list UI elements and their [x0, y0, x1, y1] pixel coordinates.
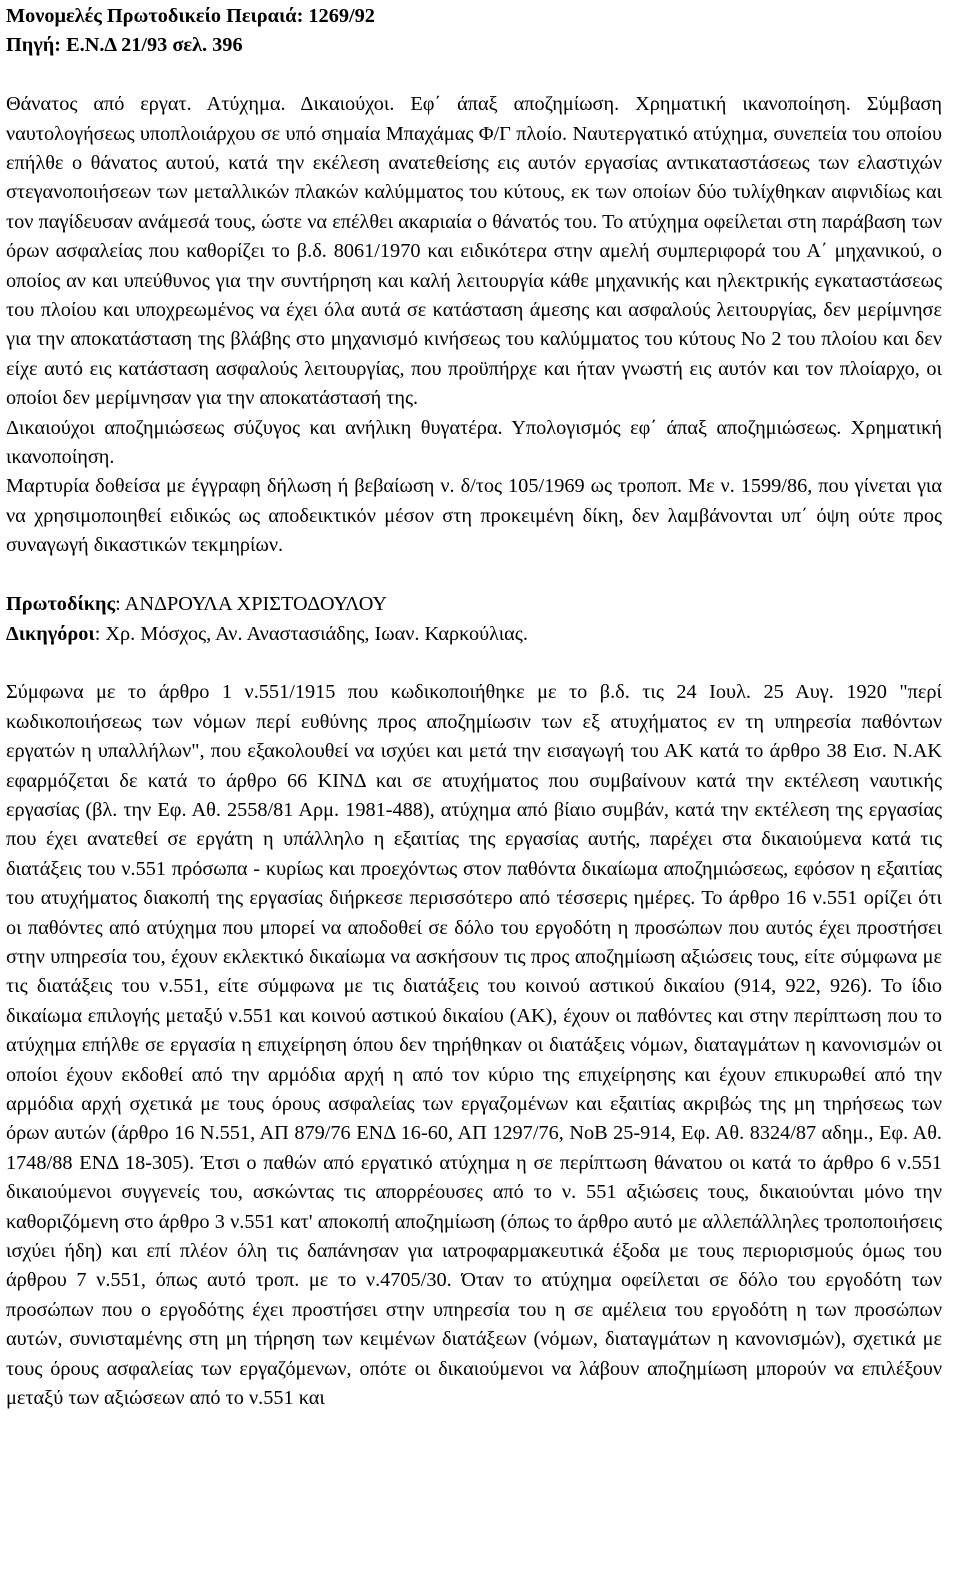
- judge-name: : ΑΝΔΡΟΥΛΑ ΧΡΙΣΤΟΔΟΥΛΟΥ: [115, 593, 387, 616]
- lawyers-label: Δικηγόροι: [6, 622, 95, 645]
- lawyers-line: [6, 620, 942, 649]
- judge-label: Πρωτοδίκης: [6, 593, 116, 616]
- spacer: [6, 561, 942, 590]
- spacer: [6, 61, 942, 90]
- lawyers-names: : Χρ. Μόσχος, Αν. Αναστασιάδης, Ιωαν. Καρκούλιας.: [94, 622, 528, 645]
- source-reference: Πηγή: Ε.Ν.Δ 21/93 σελ. 396: [6, 34, 243, 57]
- summary-paragraph-evidence: Μαρτυρία δοθείσα με έγγραφη δήλωση ή βεβαίωση ν. δ/τος 105/1969 ως τροποπ. Με ν. 1599/86, που γίνεται για να χρησιμοποιηθεί ειδικώς ως αποδεικτικόν μέσον στη προκειμένη δίκη, δεν λαμβάνονται υπ΄ όψη ούτε προς συναγωγή δικαστικών τεκμηρίων.: [6, 475, 942, 557]
- court-decision-title: Μονομελές Πρωτοδικείο Πειραιά: 1269/92: [6, 5, 375, 27]
- body-paragraph: Σύμφωνα με το άρθρο 1 ν.551/1915 που κωδικοποιήθηκε με το β.δ. τις 24 Ιουλ. 25 Αυγ. 1920 "περί κωδικοποιήσεως των νόμων περί ευθύνης προς αποζημίωσιν των εξ ατυχήματος εν τη υπηρεσία παθόντων εργατών η υπαλλήλων", που εξακολουθεί να ισχύει και μετά την εισαγωγή του ΑΚ κατά το άρθρο 38 Εισ. Ν.ΑΚ εφαρμόζεται δε κατά το άρθρο 66 ΚΙΝΔ και σε ατυχήματος που συμβαίνουν κατά την εκτέλεση ναυτικής εργασίας (βλ. την Εφ. Αθ. 2558/81 Αρμ. 1981-488), ατύχημα από βίαιο συμβάν, κατά την εκτέλεση της εργασίας που έχει ανατεθεί σε εργάτη η υπάλληλο η εξαιτίας της εργασίας αυτής, παρέχει στα δικαιούμενα κατά τις διατάξεις του ν.551 πρόσωπα - κυρίως και προεχόντως στον παθόντα δικαίωμα αποζημιώσεως, εφόσον η εξαιτίας του ατυχήματος διακοπή της εργασίας διήρκεσε περισσότερο από τέσσερις ημέρες. Το άρθρο 16 ν.551 ορίζει ότι οι παθόντες από ατύχημα που μπορεί να αποδοθεί σε δόλο του εργοδότη η προσώπων που αυτός έχει προστήσει στην υπηρεσία του, έχουν εκλεκτικό δικαίωμα να ασκήσουν τις προς αποζημίωση αξιώσεις τους, είτε σύμφωνα με τις διατάξεις του ν.551, είτε σύμφωνα με τις διατάξεις του κοινού αστικού δικαίου (914, 922, 926). Το ίδιο δικαίωμα επιλογής μεταξύ ν.551 και κοινού αστικού δικαίου (ΑΚ), έχουν οι παθόντες και στην περίπτωση που το ατύχημα επήλθε σε εργασία η επιχείρηση όπου δεν τηρήθηκαν οι διατάξεις νόμων, διαταγμάτων η κανονισμών οι οποίοι έχουν εκδοθεί από την αρμόδια αρχή η από τον κύριο της επιχείρησης και έχουν επικυρωθεί από την αρμόδια αρχή σχετικά με τους όρους ασφαλείας των εργαζομένων και εξαιτίας ακριβώς της μη τηρήσεως των όρων αυτών (άρθρο 16 Ν.551, ΑΠ 879/76 ΕΝΔ 16-60, ΑΠ 1297/76, ΝοΒ 25-914, Εφ. Αθ. 8324/87 αδημ., Εφ. Αθ. 1748/88 ΕΝΔ 18-305). Έτσι ο παθών από εργατικό ατύχημα η σε περίπτωση θάνατου οι κατά το άρθρο 6 ν.551 δικαιούμενοι συγγενείς του, ασκώντας τις απορρέουσες από το ν. 551 αξιώσεις τους, δικαιούνται μόνο την καθοριζόμενη στο άρθρο 3 ν.551 κατ' αποκοπή αποζημίωση (όπως το άρθρο αυτό με αλλεπάλληλες τροποποιήσεις ισχύει ήδη) και επί πλέον όλη τις δαπάνησαν για ιατροφαρμακευτικά έξοδα με τους περιορισμούς όμως του άρθρου 7 ν.551, όπως αυτό τροπ. με το ν.4705/30. Όταν το ατύχημα οφείλεται σε δόλο του εργοδότη των προσώπων που ο εργοδότης έχει προστήσει στην υπηρεσία του η σε αμέλεια του εργοδότη η των προσώπων αυτών, συνισταμένης στη μη τήρηση των κειμένων διατάξεων (νόμων, διαταγμάτων η κανονισμών), σχετικά με τους όρους ασφαλείας των εργαζόμενων, οπότε οι δικαιούμενοι να λάβουν αποζημίωση μπορούν να επιλέξουν μεταξύ των αξιώσεων από το ν.551 και: [6, 681, 942, 1410]
- judge-line: [6, 590, 942, 619]
- summary-paragraph-beneficiaries: Δικαιούχοι αποζημιώσεως σύζυγος και ανήλικη θυγατέρα. Υπολογισμός εφ΄ άπαξ αποζημιώσεως. Χρηματική ικανοποίηση.: [6, 416, 942, 469]
- spacer: [6, 649, 942, 678]
- summary-paragraph-facts: Θάνατος από εργατ. Ατύχημα. Δικαιούχοι. Εφ΄ άπαξ αποζημίωση. Χρηματική ικανοποίηση. Σύμβαση ναυτολογήσεως υποπλοιάρχου σε υπό σημαία Μπαχάμας Φ/Γ πλοίο. Ναυτεργατικό ατύχημα, συνεπεία του οποίου επήλθε ο θάνατος αυτού, κατά την εκέλεση ανατεθείσης εις αυτόν εργασίας αντικαταστάσεως των ελαστιχών στεγανοποιήσεων των μεταλλικών πλακών καλύμματος του κύτους, εκ των οποίων δύο τυλίχθηκαν αιφνιδίως και τον παγίδευσαν ανάμεσά τους, ώστε να επέλθει ακαριαία ο θάνατός του. Το ατύχημα οφείλεται στη παράβαση των όρων ασφαλείας που καθορίζει το β.δ. 8061/1970 και ειδικότερα στην αμελή συμπεριφορά του Α΄ μηχανικού, ο οποίος αν και υπεύθυνος για την συντήρηση και καλή λειτουργία κάθε μηχανικής και ηλεκτρικής εγκαταστάσεως του πλοίου και υποχρεωμένος να έχει όλα αυτά σε κατάσταση άμεσης και ασφαλούς λειτουργίας, δεν μερίμνησε για την αποκατάσταση της βλάβης στο μηχανισμό κινήσεως του καλύμματος του κύτους Νο 2 του πλοίου και δεν είχε αυτό εις κατάσταση ασφαλούς λειτουργίας, που προϋπήρχε και ήταν γνωστή εις αυτόν και τον πλοίαρχο, οι οποίοι δεν μερίμνησαν για την αποκατάστασή της.: [6, 93, 942, 410]
